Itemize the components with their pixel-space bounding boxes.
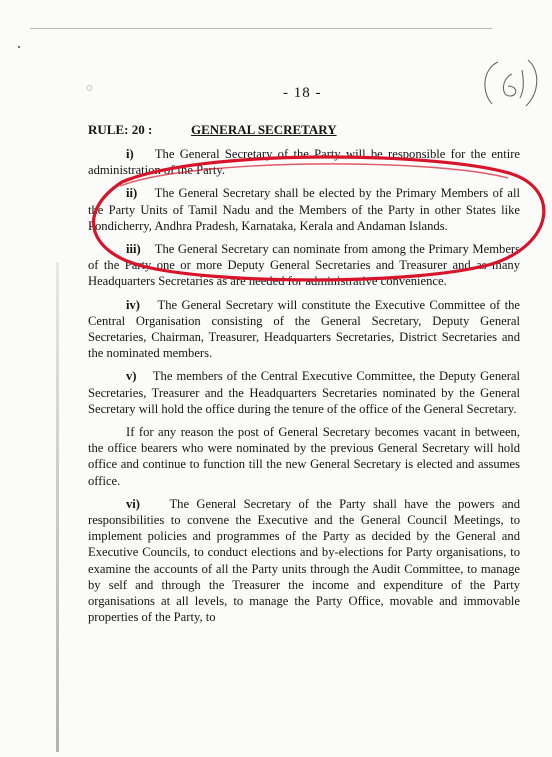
paragraph-text: The members of the Central Executive Committee, the Deputy General Secretaries, Treasurer and the Headquarters Secretaries nominated by the General Secretary will hold the office during the tenure of the office of the General Secretary.	[88, 369, 520, 416]
paragraph-ii	[88, 185, 520, 234]
paragraph-text: The General Secretary shall be elected by the Primary Members of all the Party Units of Tamil Nadu and the Members of the Party in other States like Pondicherry, Andhra Pradesh, Karnataka, Kerala and Andaman Islands.	[88, 186, 521, 233]
paragraph-text: The General Secretary can nominate from among the Primary Members of the Party one or more Deputy General Secretaries and Treasurer and as many Headquarters Secretaries as are needed for administrative convenience.	[88, 242, 520, 289]
paragraph-v	[88, 368, 520, 417]
paragraph-marker: i)	[126, 147, 134, 161]
punch-hole-icon: ◌	[86, 82, 93, 94]
paragraph-iii	[88, 241, 520, 290]
scan-margin-shadow	[56, 262, 59, 752]
paragraph-marker: v)	[126, 369, 137, 384]
handwritten-annotation-icon	[478, 56, 542, 110]
scan-top-line	[30, 28, 492, 29]
paragraph-iv	[88, 297, 520, 362]
paragraph-marker: vi)	[126, 496, 140, 511]
paragraph-marker: iv)	[126, 297, 140, 312]
paragraph-text: The General Secretary will constitute the Executive Committee of the Central Organisation consisting of the General Secretary, Deputy General Secretaries, Chairman, Treasurer, Headquarters Secretaries, District Secretaries and the nominated members.	[88, 297, 521, 361]
paragraph-i	[88, 146, 520, 178]
page-number: - 18 -	[283, 85, 322, 101]
paragraph-vacancy	[88, 424, 520, 489]
rule-title: GENERAL SECRETARY	[191, 122, 337, 137]
paragraph-marker: ii)	[126, 186, 138, 201]
scan-speck	[18, 46, 20, 48]
document-body	[88, 146, 520, 625]
paragraph-vi	[88, 496, 520, 626]
paragraph-text: The General Secretary of the Party shall have the powers and responsibilities to convene the Executive and the General Council Meetings, to implement policies and programmes of the Party as decided by the General and Executive Councils, to conduct elections and by-elections for Party organisations, to examine the accounts of all the Party units through the Audit Committee, to manage by self and through the Treasurer the income and expenditure of the Party organisations at all levels, to manage the Party Office, movable and immovable properties of the Party, to	[88, 496, 520, 625]
rule-number: RULE: 20 :	[88, 122, 153, 137]
paragraph-text: The General Secretary of the Party will be responsible for the entire administration of the Party.	[88, 147, 520, 178]
rule-heading	[88, 122, 337, 138]
paragraph-text: If for any reason the post of General Secretary becomes vacant in between, the office bearers who were nominated by the previous General Secretary will hold office and continue to function till the new General Secretary is elected and assumes office.	[88, 425, 520, 488]
paragraph-marker: iii)	[126, 242, 141, 257]
